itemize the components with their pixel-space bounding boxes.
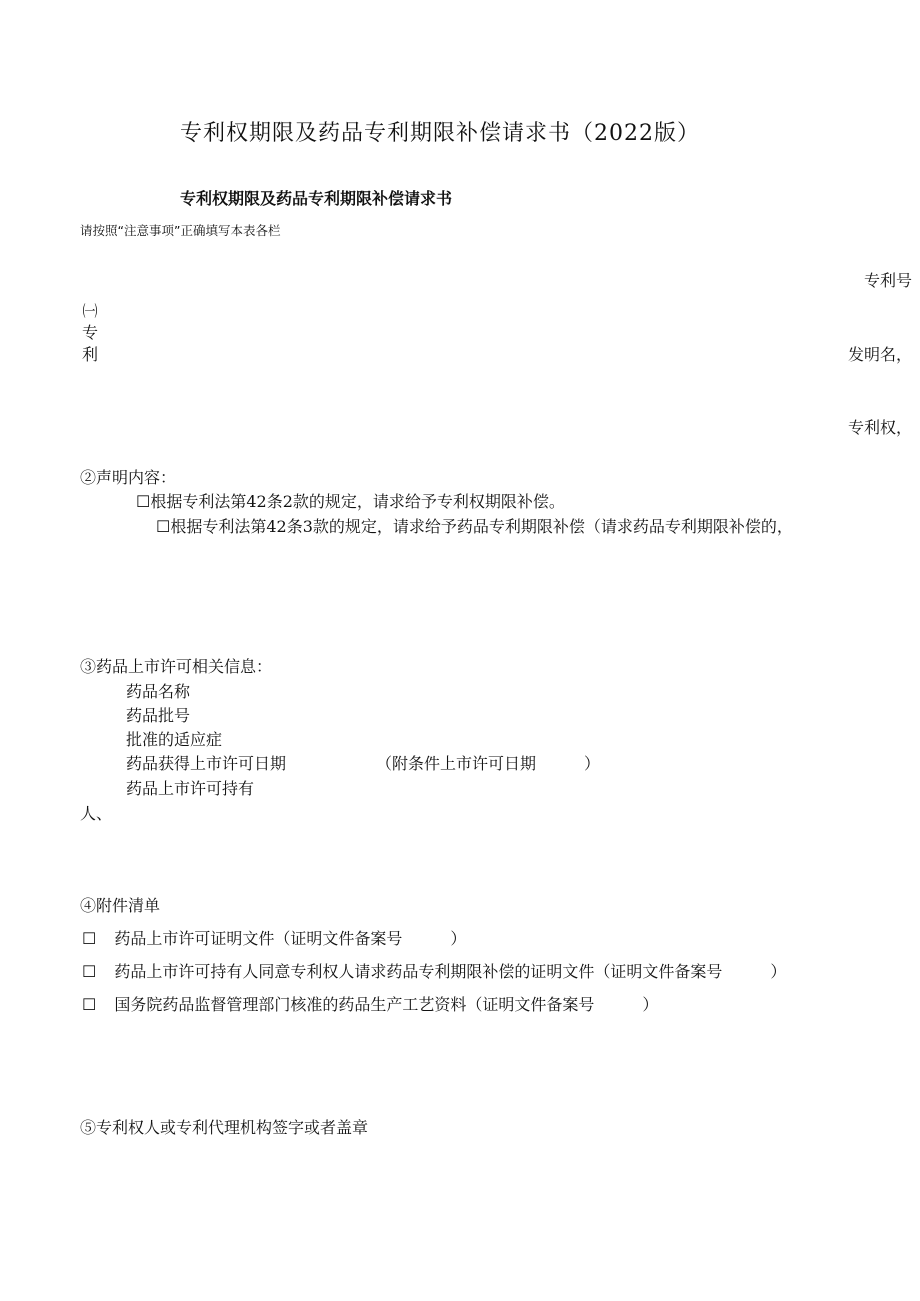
declaration-option-1	[136, 489, 565, 512]
approval-date-label: 药品获得上市许可日期	[126, 754, 287, 773]
section1-side-label-2: 利	[81, 345, 98, 364]
attachment-item-1-label: 药品上市许可证明文件（证明文件备案号 ）	[114, 929, 467, 948]
attachment-item-3	[82, 992, 658, 1015]
checkbox-drug-compensation[interactable]: ☐	[156, 517, 171, 536]
section3-heading: ③药品上市许可相关信息：	[80, 657, 273, 676]
patent-number-label: 专利号	[863, 271, 912, 290]
declaration-option-2-label: 根据专利法第42条3款的规定，请求给予药品专利期限补偿（请求药品专利期限补偿的，	[170, 517, 793, 536]
checkbox-attachment-3[interactable]: ☐	[82, 995, 97, 1014]
invention-name-label: 发明名，	[847, 345, 912, 364]
declaration-option-2	[156, 514, 793, 537]
checkbox-term-compensation[interactable]: ☐	[136, 492, 151, 511]
mah-label-line2: 人、	[80, 804, 113, 823]
attachment-item-2-label: 药品上市许可持有人同意专利权人请求药品专利期限补偿的证明文件（证明文件备案号 ）	[114, 962, 787, 981]
section1-number: ㈠	[82, 302, 98, 320]
mah-label-line1: 药品上市许可持有	[126, 779, 255, 798]
document-title: 专利权期限及药品专利期限补偿请求书（2022版）	[180, 121, 700, 146]
attachment-item-1	[82, 926, 466, 949]
section1-side-label-1: 专	[81, 323, 98, 342]
declaration-option-1-label: 根据专利法第42条2款的规定，请求给予专利权期限补偿。	[150, 492, 565, 511]
section4-heading: ④附件清单	[80, 896, 161, 915]
section2-heading: ②声明内容：	[80, 468, 177, 487]
form-title: 专利权期限及药品专利期限补偿请求书	[180, 189, 453, 208]
checkbox-attachment-2[interactable]: ☐	[82, 962, 97, 981]
section5-heading: ⑤专利权人或专利代理机构签字或者盖章	[80, 1118, 369, 1137]
indication-label: 批准的适应症	[126, 730, 223, 749]
checkbox-attachment-1[interactable]: ☐	[82, 929, 97, 948]
approval-number-label: 药品批号	[126, 706, 191, 725]
conditional-approval-date-label: （附条件上市许可日期 ）	[376, 754, 601, 773]
instruction-text: 请按照“注意事项”正确填写本表各栏	[80, 223, 281, 238]
attachment-item-3-label: 国务院药品监督管理部门核准的药品生产工艺资料（证明文件备案号 ）	[114, 995, 659, 1014]
attachment-item-2	[82, 959, 786, 982]
patentee-label: 专利权，	[847, 418, 912, 437]
drug-name-label: 药品名称	[126, 682, 191, 701]
